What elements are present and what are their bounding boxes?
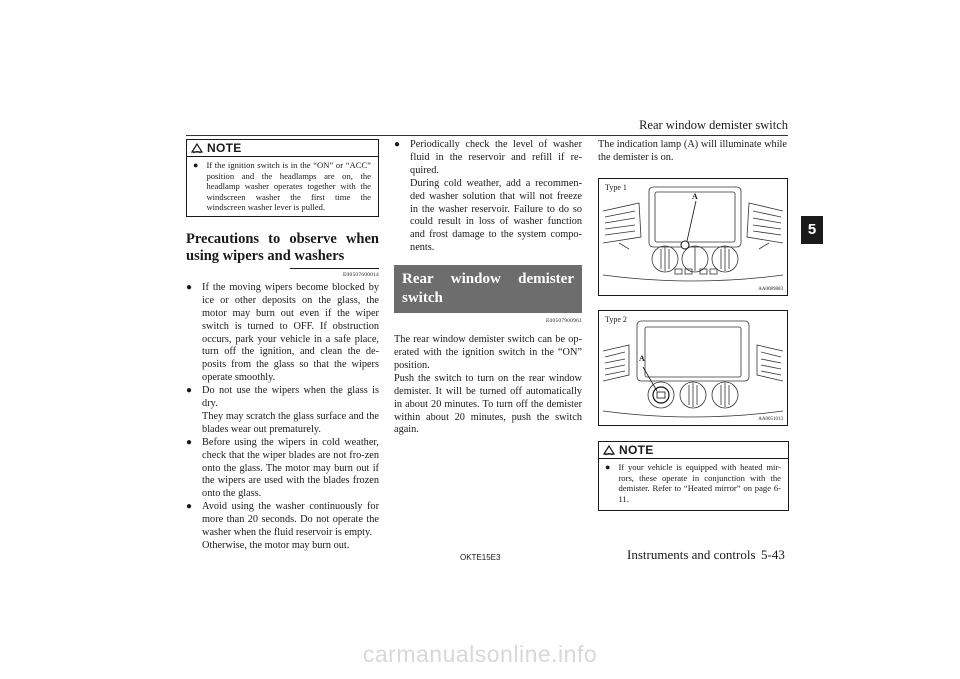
bullet-icon: ●	[186, 501, 193, 513]
dashboard-illustration	[599, 311, 787, 425]
header-rule	[186, 135, 788, 136]
bullet-icon: ●	[394, 139, 401, 150]
figure-type-2	[598, 310, 788, 426]
page-number: 5-43	[761, 547, 785, 562]
running-header: Rear window demister switch	[639, 118, 788, 132]
footer-doc-code: OKTE15E3	[460, 553, 501, 562]
list-item: ● Do not use the wipers when the glass is dry. They may scratch the glass surface and the blades wear out prematurely.	[186, 385, 379, 435]
chapter-tab: 5	[801, 216, 823, 244]
footer-section: Instruments and controls	[627, 547, 756, 562]
note-box	[186, 139, 379, 217]
middle-column	[394, 139, 582, 437]
figure-label: Type 1	[605, 183, 627, 192]
section-heading: Precautions to observe when using wipers and washers	[186, 230, 379, 264]
note-header	[599, 442, 788, 459]
bullet-icon: ●	[186, 281, 193, 293]
note-icon	[603, 445, 615, 456]
section-code: E00507900961	[545, 318, 582, 325]
note-label: NOTE	[207, 140, 242, 155]
note-item: ● If your vehicle is equipped with heated mir-rors, these operate in conjunction with the demister. Refer to “Heated mirror” on page 6-11.	[605, 462, 781, 504]
figure-label: Type 2	[605, 315, 627, 324]
section-code: E00507600014	[342, 271, 379, 278]
callout-label: A	[692, 192, 698, 201]
note-header	[187, 140, 378, 157]
intro-text: The indication lamp (A) will illuminate while the demister is on.	[598, 139, 787, 163]
note-item: ● If the ignition switch is in the “ON” or “ACC” position and the headlamps are on, the headlamp washer operates together with the windscreen washer the first time the windscreen washer lever is pulled.	[193, 160, 371, 213]
bullet-icon: ●	[605, 462, 611, 472]
callout-label: A	[639, 354, 645, 363]
list-item: ● If the moving wipers become blocked by ice or other deposits on the glass, the motor may burn out even if the wiper switch is turned to OFF. If obstruction occurs, park your vehicle in a safe place, turn off the ignition, and clean the de-posits from the glass so that the wipers operate smoothly.	[186, 281, 379, 384]
watermark: carmanualsonline.info	[362, 641, 598, 667]
note-icon	[191, 143, 203, 154]
note-label: NOTE	[619, 443, 654, 457]
bullet-icon: ●	[186, 385, 193, 397]
bullet-icon: ●	[193, 160, 199, 170]
figure-type-1	[598, 178, 788, 296]
section-heading: Rear window demister switch	[394, 265, 582, 313]
figure-code: AA0051013	[758, 417, 783, 422]
note-box	[598, 441, 789, 511]
bullet-icon: ●	[186, 436, 193, 448]
list-item: ● Periodically check the level of washer fluid in the reservoir and refill if re-quired. During cold weather, add a recommen-ded washer solution that will not freeze in the washer reservoir. Failure to do so could result in loss of washer function and frost damage to the system compo-nents.	[394, 139, 582, 254]
list-item: ● Before using the wipers in cold weather, check that the wiper blades are not fro-zen onto the glass. The motor may burn out if the wipers are used with the blades frozen onto the glass.	[186, 436, 379, 500]
right-column	[598, 139, 787, 165]
figure-code: AA0089883	[758, 287, 783, 292]
left-column	[186, 139, 379, 553]
section-body: The rear window demister switch can be op-erated with the ignition switch in the “ON” position. Push the switch to turn on the rear window demister. It will be turned off automatically in about 20 minutes. To turn off the demister within about 20 minutes, push the switch again.	[394, 334, 582, 436]
list-item: ● Avoid using the washer continuously for more than 20 seconds. Do not operate the washer when the fluid reservoir is empty. Otherwise, the motor may burn out.	[186, 501, 379, 551]
